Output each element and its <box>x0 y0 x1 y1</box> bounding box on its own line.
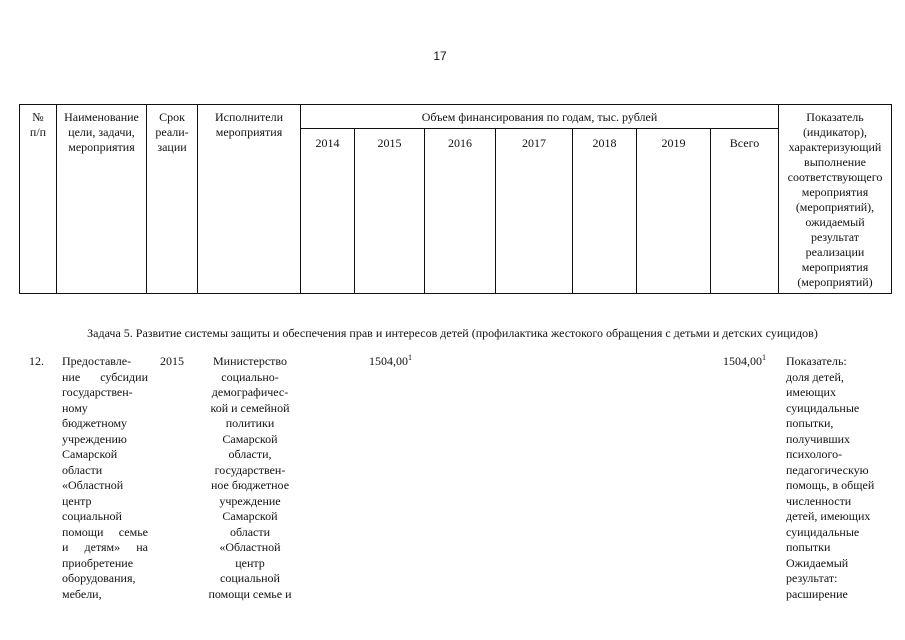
header-num: № п/п <box>29 110 47 139</box>
executors-line: социально- <box>221 369 279 384</box>
name-line <box>62 556 148 572</box>
indicator-line: суицидальные <box>786 400 860 415</box>
name-word: ние <box>62 369 81 384</box>
col-border <box>572 128 573 294</box>
name-line <box>62 385 148 401</box>
name-word: Самарской <box>62 447 118 461</box>
indicator-line: доля детей, <box>786 369 844 384</box>
footnote-mark: 1 <box>408 353 412 362</box>
name-line <box>62 509 148 525</box>
executors-line: кой и семейной <box>210 400 290 415</box>
table-header <box>19 104 892 294</box>
name-word: мебели, <box>62 586 102 601</box>
name-line <box>62 354 148 370</box>
footnote-mark: 1 <box>762 353 766 362</box>
indicator-line: помощь, в общей <box>786 478 875 492</box>
indicator-line: психолого- <box>786 447 843 461</box>
indicator-line: попытки, <box>786 416 834 430</box>
name-line <box>62 447 148 463</box>
indicator-line: результат: <box>786 571 838 585</box>
name-word: помощи <box>62 524 104 539</box>
name-word: приобретение <box>62 555 134 570</box>
name-word: Предоставле- <box>62 354 132 368</box>
row-number: 12. <box>29 354 44 368</box>
row-executors <box>198 354 302 602</box>
name-line <box>62 463 148 479</box>
col-border <box>891 104 892 294</box>
header-financing-title: Объем финансирования по годам, тыс. рублей <box>421 110 658 124</box>
header-year: 2019 <box>661 136 686 150</box>
col-border <box>710 128 711 294</box>
col-border <box>300 104 301 294</box>
header-executors: Исполнители мероприятия <box>214 110 284 139</box>
indicator-line: детей, имеющих <box>786 509 871 523</box>
name-line <box>62 540 148 556</box>
task-title: Задача 5. Развитие системы защиты и обеспечения прав и интересов детей (профилактика жестокого обращения с детьми и детских суицидов) <box>87 326 818 340</box>
name-line <box>62 401 148 417</box>
page-number: 17 <box>433 49 447 63</box>
col-border <box>636 128 637 294</box>
table-bottom-border <box>19 293 892 294</box>
executors-line: Самарской <box>222 509 278 523</box>
indicator-line: имеющих <box>786 385 836 399</box>
indicator-line: расширение <box>786 586 848 601</box>
indicator-line: попытки <box>786 540 831 554</box>
header-year: 2017 <box>522 136 546 150</box>
name-line <box>62 432 148 448</box>
table-top-border <box>19 104 892 105</box>
indicator-line: численности <box>786 493 852 508</box>
executors-line: центр <box>235 555 265 570</box>
name-word: центр <box>62 493 92 508</box>
indicator-line: Ожидаемый <box>786 555 849 570</box>
col-border <box>495 128 496 294</box>
row-amount-total <box>723 354 766 370</box>
name-line <box>62 587 148 603</box>
amount-2015-value: 1504,00 <box>369 354 408 368</box>
header-indicator: Показатель (индикатор), характеризующий выполнение соответствующего мероприятия (мероприятий), ожидаемый результат реализации мероприятия (мероприятий) <box>787 110 883 289</box>
indicator-line: суицидальные <box>786 524 860 539</box>
name-word: на <box>136 540 148 554</box>
name-word: социальной <box>62 509 122 523</box>
header-year: 2016 <box>448 136 472 150</box>
executors-line: социальной <box>220 571 280 585</box>
executors-line: политики <box>225 416 275 430</box>
indicator-line: получивших <box>786 431 851 446</box>
name-line <box>62 478 148 494</box>
name-line <box>62 370 148 386</box>
name-line <box>62 416 148 432</box>
row-indicator <box>786 354 886 602</box>
name-word: области <box>62 462 103 477</box>
col-border <box>424 128 425 294</box>
executors-line: учреждение <box>219 493 281 508</box>
name-word: «Областной <box>62 478 124 492</box>
col-border <box>354 128 355 294</box>
executors-line: Министерство <box>213 354 287 368</box>
indicator-line: Показатель: <box>786 354 847 368</box>
name-word: семье <box>118 524 148 539</box>
row-amount-2015 <box>369 354 412 370</box>
executors-line: области <box>229 524 271 539</box>
amount-total-value: 1504,00 <box>723 354 762 368</box>
indicator-line: педагогическую <box>786 462 869 477</box>
financing-divider <box>300 128 778 129</box>
name-line <box>62 494 148 510</box>
row-name <box>62 354 148 602</box>
executors-line: области, <box>228 447 272 461</box>
executors-line: помощи семье и <box>208 586 292 601</box>
name-word: и <box>62 540 69 554</box>
name-word: бюджетному <box>62 416 128 430</box>
name-word: субсидии <box>100 369 148 384</box>
name-line <box>62 525 148 541</box>
name-line <box>62 571 148 587</box>
name-word: оборудования, <box>62 571 136 585</box>
executors-line: «Областной <box>219 540 281 554</box>
header-year-total: Всего <box>729 136 760 150</box>
header-term: Срок реали- зации <box>155 110 189 154</box>
executors-line: демографичес- <box>211 385 289 399</box>
row-term: 2015 <box>160 354 184 368</box>
executors-line: Самарской <box>222 431 278 446</box>
executors-line: ное бюджетное <box>210 478 290 492</box>
name-word: ному <box>62 400 88 415</box>
executors-line: государствен- <box>214 462 286 477</box>
name-word: детям» <box>84 540 121 554</box>
name-word: учреждению <box>62 431 127 446</box>
header-name: Наименование цели, задачи, мероприятия <box>64 110 139 154</box>
header-year: 2014 <box>315 136 340 150</box>
header-year: 2018 <box>592 136 617 150</box>
header-year: 2015 <box>377 136 402 150</box>
name-word: государствен- <box>62 385 133 399</box>
